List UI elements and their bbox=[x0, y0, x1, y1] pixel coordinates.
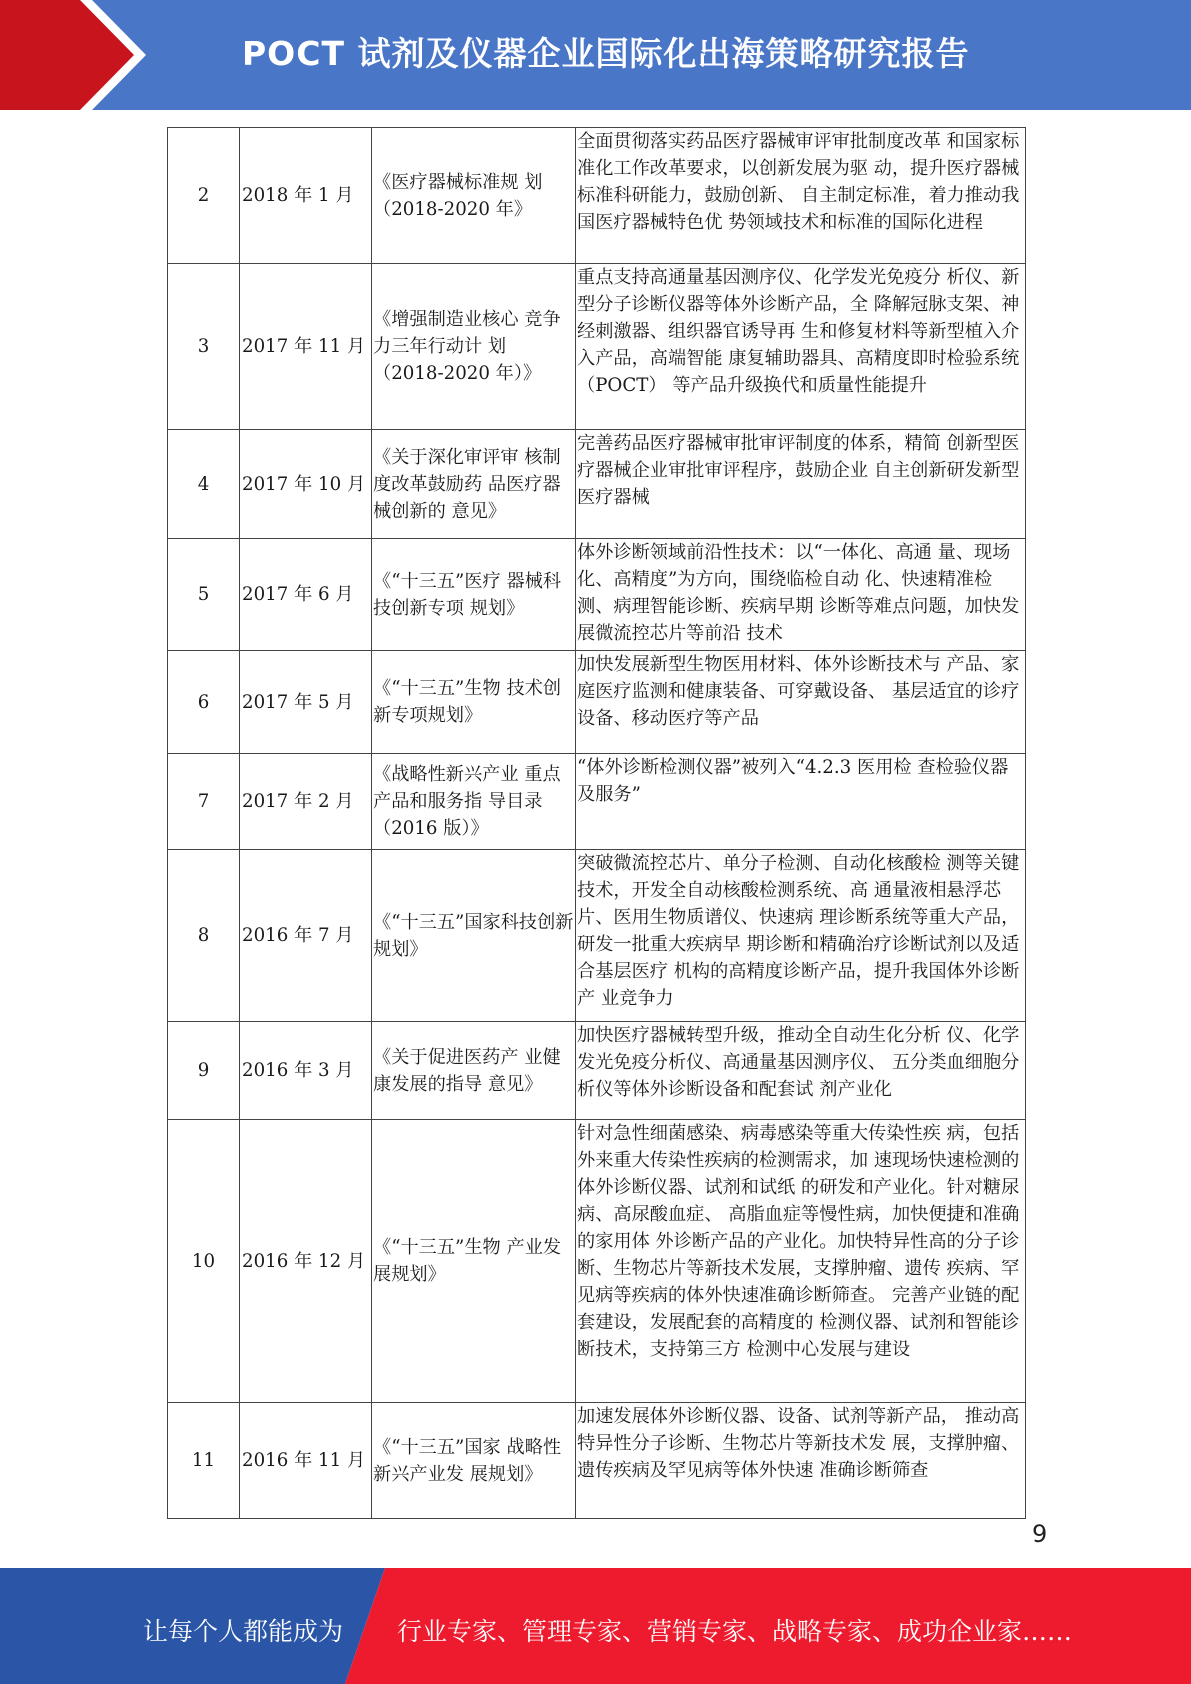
document-title-cell-text: 《“十三五”国家 战略性新兴产业发 展规划》 bbox=[373, 1436, 562, 1485]
document-title-cell bbox=[372, 264, 576, 430]
policy-content-cell bbox=[576, 430, 1026, 539]
row-number-cell bbox=[168, 850, 240, 1022]
document-title-cell-text: 《战略性新兴产业 重点产品和服务指 导目录（2016 版）》 bbox=[373, 764, 561, 839]
document-title-cell bbox=[372, 754, 576, 850]
date-cell bbox=[240, 1022, 372, 1120]
date-cell-text: 2016 年 3 月 bbox=[242, 1060, 354, 1081]
date-cell bbox=[240, 1120, 372, 1403]
policy-content-cell-text: 重点支持高通量基因测序仪、化学发光免疫分 析仪、新型分子诊断仪器等体外诊断产品，全 降解冠脉支架、神经刺激器、组织器官诱导再 生和修复材料等新型植入介入产品，高端智能 康复辅助器具、高精度即时检验系统（POCT） 等产品升级换代和质量性能提升 bbox=[577, 267, 1020, 396]
policy-content-cell-text: 加快医疗器械转型升级，推动全自动生化分析 仪、化学发光免疫分析仪、高通量基因测序仪、 五分类血细胞分析仪等体外诊断设备和配套试 剂产业化 bbox=[577, 1025, 1020, 1100]
date-cell bbox=[240, 539, 372, 651]
table-row bbox=[168, 850, 1026, 1022]
policy-content-cell-text: 全面贯彻落实药品医疗器械审评审批制度改革 和国家标准化工作改革要求，以创新发展为驱 动，提升医疗器械标准科研能力，鼓励创新、 自主制定标准，着力推动我国医疗器械特色优 势领域技术和标准的国际化进程 bbox=[577, 131, 1020, 233]
policy-content-cell-text: 加速发展体外诊断仪器、设备、试剂等新产品， 推动高特异性分子诊断、生物芯片等新技术发 展，支撑肿瘤、遗传疾病及罕见病等体外快速 准确诊断筛查 bbox=[577, 1406, 1020, 1481]
policy-content-cell bbox=[576, 850, 1026, 1022]
row-number-cell-text: 10 bbox=[191, 1250, 216, 1272]
date-cell-text: 2017 年 5 月 bbox=[242, 691, 354, 713]
document-title-cell-text: 《“十三五”医疗 器械科技创新专项 规划》 bbox=[373, 570, 562, 619]
report-title: POCT 试剂及仪器企业国际化出海策略研究报告 bbox=[242, 34, 970, 73]
row-number-cell-text: 5 bbox=[197, 584, 210, 605]
document-title-cell bbox=[372, 850, 576, 1022]
page-footer bbox=[0, 1568, 1191, 1684]
document-title-cell-text: 《关于深化审评审 核制度改革鼓励药 品医疗器械创新的 意见》 bbox=[373, 446, 561, 522]
row-number-cell-text: 8 bbox=[197, 925, 210, 946]
table-row bbox=[168, 1403, 1026, 1519]
date-cell bbox=[240, 430, 372, 539]
policy-content-cell bbox=[576, 264, 1026, 430]
document-title-cell bbox=[372, 430, 576, 539]
row-number-cell bbox=[168, 1022, 240, 1120]
table-row bbox=[168, 1120, 1026, 1403]
date-cell-text: 2016 年 12 月 bbox=[242, 1250, 366, 1272]
document-title-cell-text: 《增强制造业核心 竞争力三年行动计 划（2018-2020 年）》 bbox=[373, 309, 561, 384]
table-row bbox=[168, 1022, 1026, 1120]
document-title-cell bbox=[372, 1403, 576, 1519]
table-row bbox=[168, 754, 1026, 850]
policy-content-cell-text: 体外诊断领域前沿性技术：以“一体化、高通 量、现场化、高精度”为方向，围绕临检自动 化、快速精准检测、病理智能诊断、疾病早期 诊断等难点问题，加快发展微流控芯片等前沿 技术 bbox=[577, 542, 1020, 644]
policy-content-cell bbox=[576, 1022, 1026, 1120]
row-number-cell bbox=[168, 430, 240, 539]
row-number-cell bbox=[168, 539, 240, 651]
row-number-cell-text: 11 bbox=[191, 1450, 216, 1471]
date-cell bbox=[240, 850, 372, 1022]
document-title-cell bbox=[372, 128, 576, 264]
row-number-cell-text: 2 bbox=[197, 185, 210, 206]
document-title-cell-text: 《“十三五”生物 产业发展规划》 bbox=[373, 1237, 562, 1285]
row-number-cell bbox=[168, 128, 240, 264]
date-cell-text: 2016 年 7 月 bbox=[242, 925, 354, 946]
row-number-cell bbox=[168, 1403, 240, 1519]
date-cell bbox=[240, 1403, 372, 1519]
policy-content-cell bbox=[576, 539, 1026, 651]
table-row bbox=[168, 430, 1026, 539]
page-number: 9 bbox=[1032, 1520, 1048, 1548]
policy-content-cell-text: 突破微流控芯片、单分子检测、自动化核酸检 测等关键技术，开发全自动核酸检测系统、高 通量液相悬浮芯片、医用生物质谱仪、快速病 理诊断系统等重大产品，研发一批重大疾病早 期诊断和精确治疗诊断试剂以及适合基层医疗 机构的高精度诊断产品，提升我国体外诊断产 业竞争力 bbox=[577, 853, 1020, 1009]
footer-slogan-right: 行业专家、管理专家、营销专家、战略专家、成功企业家…… bbox=[397, 1617, 1073, 1646]
row-number-cell-text: 9 bbox=[197, 1060, 210, 1081]
policy-content-cell bbox=[576, 1120, 1026, 1403]
policy-content-cell bbox=[576, 754, 1026, 850]
date-cell bbox=[240, 651, 372, 754]
document-title-cell bbox=[372, 1022, 576, 1120]
policy-content-cell-text: 加快发展新型生物医用材料、体外诊断技术与 产品、家庭医疗监测和健康装备、可穿戴设备、 基层适宜的诊疗设备、移动医疗等产品 bbox=[577, 654, 1020, 729]
page-header bbox=[0, 0, 1191, 110]
row-number-cell bbox=[168, 754, 240, 850]
date-cell-text: 2017 年 2 月 bbox=[242, 791, 354, 812]
document-title-cell-text: 《关于促进医药产 业健康发展的指导 意见》 bbox=[373, 1046, 561, 1095]
policy-content-cell-text: 完善药品医疗器械审批审评制度的体系，精简 创新型医疗器械企业审批审评程序，鼓励企业 自主创新研发新型医疗器械 bbox=[577, 433, 1020, 508]
document-title-cell-text: 《医疗器械标准规 划（2018-2020 年》 bbox=[373, 171, 543, 220]
footer-slogan-left: 让每个人都能成为 bbox=[143, 1617, 344, 1646]
policy-table bbox=[167, 127, 1026, 1519]
policy-content-cell bbox=[576, 128, 1026, 264]
row-number-cell-text: 7 bbox=[197, 791, 210, 812]
row-number-cell bbox=[168, 651, 240, 754]
table-row bbox=[168, 264, 1026, 430]
table-row bbox=[168, 128, 1026, 264]
date-cell bbox=[240, 754, 372, 850]
table-row bbox=[168, 539, 1026, 651]
document-title-cell bbox=[372, 651, 576, 754]
document-title-cell bbox=[372, 539, 576, 651]
header-arrow-decoration bbox=[0, 0, 150, 110]
date-cell bbox=[240, 264, 372, 430]
date-cell-text: 2017 年 11 月 bbox=[242, 336, 366, 357]
row-number-cell-text: 4 bbox=[197, 473, 210, 495]
date-cell-text: 2017 年 6 月 bbox=[242, 584, 354, 605]
date-cell-text: 2017 年 10 月 bbox=[242, 473, 366, 495]
row-number-cell-text: 3 bbox=[197, 336, 210, 357]
date-cell-text: 2016 年 11 月 bbox=[242, 1450, 366, 1471]
date-cell bbox=[240, 128, 372, 264]
document-title-cell-text: 《“十三五”国家科技创新规划》 bbox=[373, 911, 574, 960]
policy-content-cell-text: 针对急性细菌感染、病毒感染等重大传染性疾 病，包括外来重大传染性疾病的检测需求，加 速现场快速检测的体外诊断仪器、试剂和试纸 的研发和产业化。针对糖尿病、高尿酸血症、 高脂血症等慢性病，加快便捷和准确的家用体 外诊断产品的产业化。加快特异性高的分子诊 断、生物芯片等新技术发展，支撑肿瘤、遗传 疾病、罕见病等疾病的体外快速准确诊断筛查。 完善产业链的配套建设，发展配套的高精度的 检测仪器、试剂和智能诊断技术，支持第三方 检测中心发展与建设 bbox=[577, 1123, 1020, 1360]
policy-content-cell bbox=[576, 651, 1026, 754]
row-number-cell bbox=[168, 264, 240, 430]
policy-content-cell-text: “体外诊断检测仪器”被列入“4.2.3 医用检 查检验仪器及服务” bbox=[577, 757, 1009, 805]
date-cell-text: 2018 年 1 月 bbox=[242, 185, 354, 206]
row-number-cell bbox=[168, 1120, 240, 1403]
document-title-cell bbox=[372, 1120, 576, 1403]
row-number-cell-text: 6 bbox=[197, 691, 210, 713]
document-title-cell-text: 《“十三五”生物 技术创新专项规划》 bbox=[373, 678, 562, 726]
table-row bbox=[168, 651, 1026, 754]
policy-content-cell bbox=[576, 1403, 1026, 1519]
